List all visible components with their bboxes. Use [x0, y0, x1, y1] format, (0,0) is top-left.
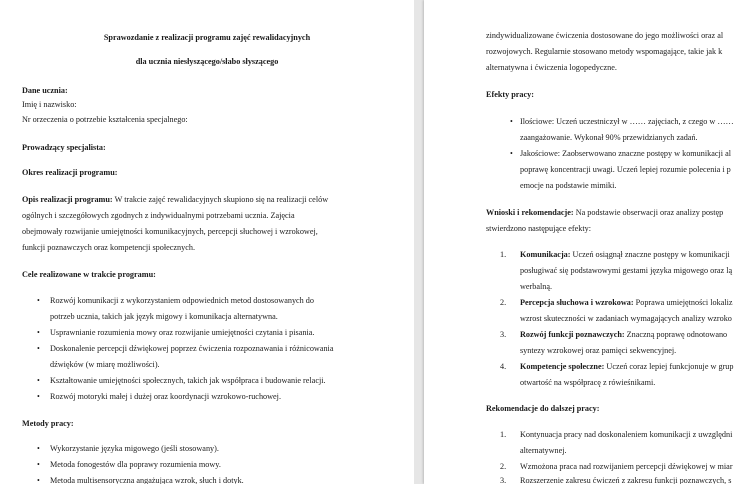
bullet-icon: •: [37, 376, 40, 385]
conclusions-text: Na podstawie obserwacji oraz analizy postęp: [573, 208, 724, 217]
list-number: 1.: [500, 430, 507, 439]
list-number: 2.: [500, 462, 507, 471]
conclusions-line-2: stwierdzono następujące efekty:: [486, 224, 592, 233]
effect-quantitative-line-2: zaangażowanie. Wykonał 90% przewidzianych zadań.: [520, 133, 698, 142]
bullet-icon: •: [37, 444, 40, 453]
effect-qualitative-line-2: poprawę koncentracji uwagi. Uczeń lepiej rozumie polecenia i p: [520, 165, 731, 174]
description-line-4: funkcji poznawczych oraz kompetencji społecznych.: [22, 243, 196, 252]
conclusion-3-line-1: [520, 330, 727, 340]
method-3: Metoda multisensoryczna angażująca wzrok, słuch i dotyk.: [50, 476, 244, 484]
list-number: 3.: [500, 476, 507, 484]
document-page-right: [424, 0, 750, 484]
recommendation-3: Rozszerzenie zakresu ćwiczeń z zakresu funkcji poznawczych, s: [520, 476, 732, 484]
conclusion-4-line-2: otwartość na współpracę z rówieśnikami.: [520, 378, 656, 387]
page-gap: [414, 0, 424, 484]
goals-heading: Cele realizowane w trakcie programu:: [22, 270, 156, 279]
list-number: 3.: [500, 330, 507, 339]
recommendation-2: Wzmożona praca nad rozwijaniem percepcji dźwiękowej w miar: [520, 462, 733, 471]
method-1: Wykorzystanie języka migowego (jeśli stosowany).: [50, 444, 219, 453]
period-heading: Okres realizacji programu:: [22, 168, 118, 177]
goal-3-line-1: Doskonalenie percepcji dźwiękowej poprzez ćwiczenia rozpoznawania i różnicowania: [50, 344, 334, 353]
conclusion-2-label: Percepcja słuchowa i wzrokowa:: [520, 298, 634, 307]
student-data-heading: Dane ucznia:: [22, 86, 68, 95]
bullet-icon: •: [37, 296, 40, 305]
conclusion-4-text: Uczeń coraz lepiej funkcjonuje w grup: [604, 362, 734, 371]
effects-heading: Efekty pracy:: [486, 90, 534, 99]
bullet-icon: •: [37, 476, 40, 484]
conclusion-1-line-2: posługiwać się podstawowymi gestami języka migowego oraz lą: [520, 266, 733, 275]
description-line-2: ogólnych i szczegółowych zgodnych z indywidualnymi potrzebami ucznia. Zajęcia: [22, 211, 295, 220]
list-number: 1.: [500, 250, 507, 259]
conclusions-label: Wnioski i rekomendacje:: [486, 208, 574, 217]
methods-heading: Metody pracy:: [22, 419, 74, 428]
goal-4: Kształtowanie umiejętności społecznych, takich jak współpraca i budowanie relacji.: [50, 376, 326, 385]
goal-5: Rozwój motoryki małej i dużej oraz koordynacji wzrokowo-ruchowej.: [50, 392, 282, 401]
bullet-icon: •: [37, 392, 40, 401]
description-label: Opis realizacji programu:: [22, 195, 113, 204]
description-text: W trakcie zajęć rewalidacyjnych skupiono się na realizacji celów: [112, 195, 329, 204]
goal-2: Usprawnianie rozumienia mowy oraz rozwijanie umiejętności czytania i pisania.: [50, 328, 315, 337]
conclusion-3-text: Znaczną poprawę odnotowano: [624, 330, 728, 339]
effect-quantitative-line-1: Ilościowe: Uczeń uczestniczył w …… zajęciach, z czego w ……: [520, 117, 734, 126]
description-line-3: obejmowały rozwijanie umiejętności komunikacyjnych, percepcji słuchowej i wzrokowej,: [22, 227, 318, 236]
effect-qualitative-line-1: Jakościowe: Zaobserwowano znaczne postępy w komunikacji al: [520, 149, 731, 158]
specialist-heading: Prowadzący specjalista:: [22, 143, 106, 152]
conclusion-2-line-2: wzrost skuteczności w zadaniach wymagających analizy wzroko: [520, 314, 732, 323]
document-subtitle: dla ucznia niesłyszącego/słabo słyszącego: [135, 57, 279, 66]
conclusion-2-text: Poprawa umiejętności lokaliz: [633, 298, 733, 307]
bullet-icon: •: [510, 117, 513, 126]
bullet-icon: •: [37, 328, 40, 337]
method-2: Metoda fonogestów dla poprawy rozumienia mowy.: [50, 460, 221, 469]
conclusion-2-line-1: [520, 298, 733, 308]
goal-1-line-2: potrzeb ucznia, takich jak język migowy i komunikacja alternatywna.: [50, 312, 278, 321]
conclusion-1-line-3: werbalną.: [520, 282, 553, 291]
goal-3-line-2: dźwięków (w miarę możliwości).: [50, 360, 160, 369]
conclusion-1-label: Komunikacja:: [520, 250, 571, 259]
recommendation-1-line-1: Kontynuacja pracy nad doskonaleniem komunikacji z uwzględni: [520, 430, 733, 439]
effect-qualitative-line-3: emocje na podstawie mimiki.: [520, 181, 617, 190]
recommendation-1-line-2: alternatywnej.: [520, 446, 567, 455]
list-number: 2.: [500, 298, 507, 307]
conclusion-4-line-1: [520, 362, 734, 372]
continued-line-3: alternatywna i ćwiczenia logopedyczne.: [486, 63, 617, 72]
recommendations-heading: Rekomendacje do dalszej pracy:: [486, 404, 600, 413]
list-number: 4.: [500, 362, 507, 371]
conclusion-3-line-2: syntezy wzrokowej oraz pamięci sekwencyjnej.: [520, 346, 677, 355]
document-title: Sprawozdanie z realizacji programu zajęć rewalidacyjnych: [103, 33, 311, 42]
conclusion-1-text: Uczeń osiągnął znaczne postępy w komunikacji: [570, 250, 730, 259]
student-certificate-field: Nr orzeczenia o potrzebie kształcenia specjalnego:: [22, 115, 188, 124]
bullet-icon: •: [37, 460, 40, 469]
conclusion-4-label: Kompetencje społeczne:: [520, 362, 605, 371]
conclusion-3-label: Rozwój funkcji poznawczych:: [520, 330, 625, 339]
bullet-icon: •: [37, 344, 40, 353]
continued-line-2: rozwojowych. Regularnie stosowano metody wspomagające, takie jak k: [486, 47, 723, 56]
bullet-icon: •: [510, 149, 513, 158]
conclusion-1-line-1: [520, 250, 730, 260]
description-line-1: [22, 195, 328, 205]
continued-line-1: zindywidualizowane ćwiczenia dostosowane do jego możliwości oraz al: [486, 31, 724, 40]
goal-1-line-1: Rozwój komunikacji z wykorzystaniem odpowiednich metod dostosowanych do: [50, 296, 314, 305]
conclusions-line-1: [486, 208, 723, 218]
student-name-field: Imię i nazwisko:: [22, 100, 77, 109]
